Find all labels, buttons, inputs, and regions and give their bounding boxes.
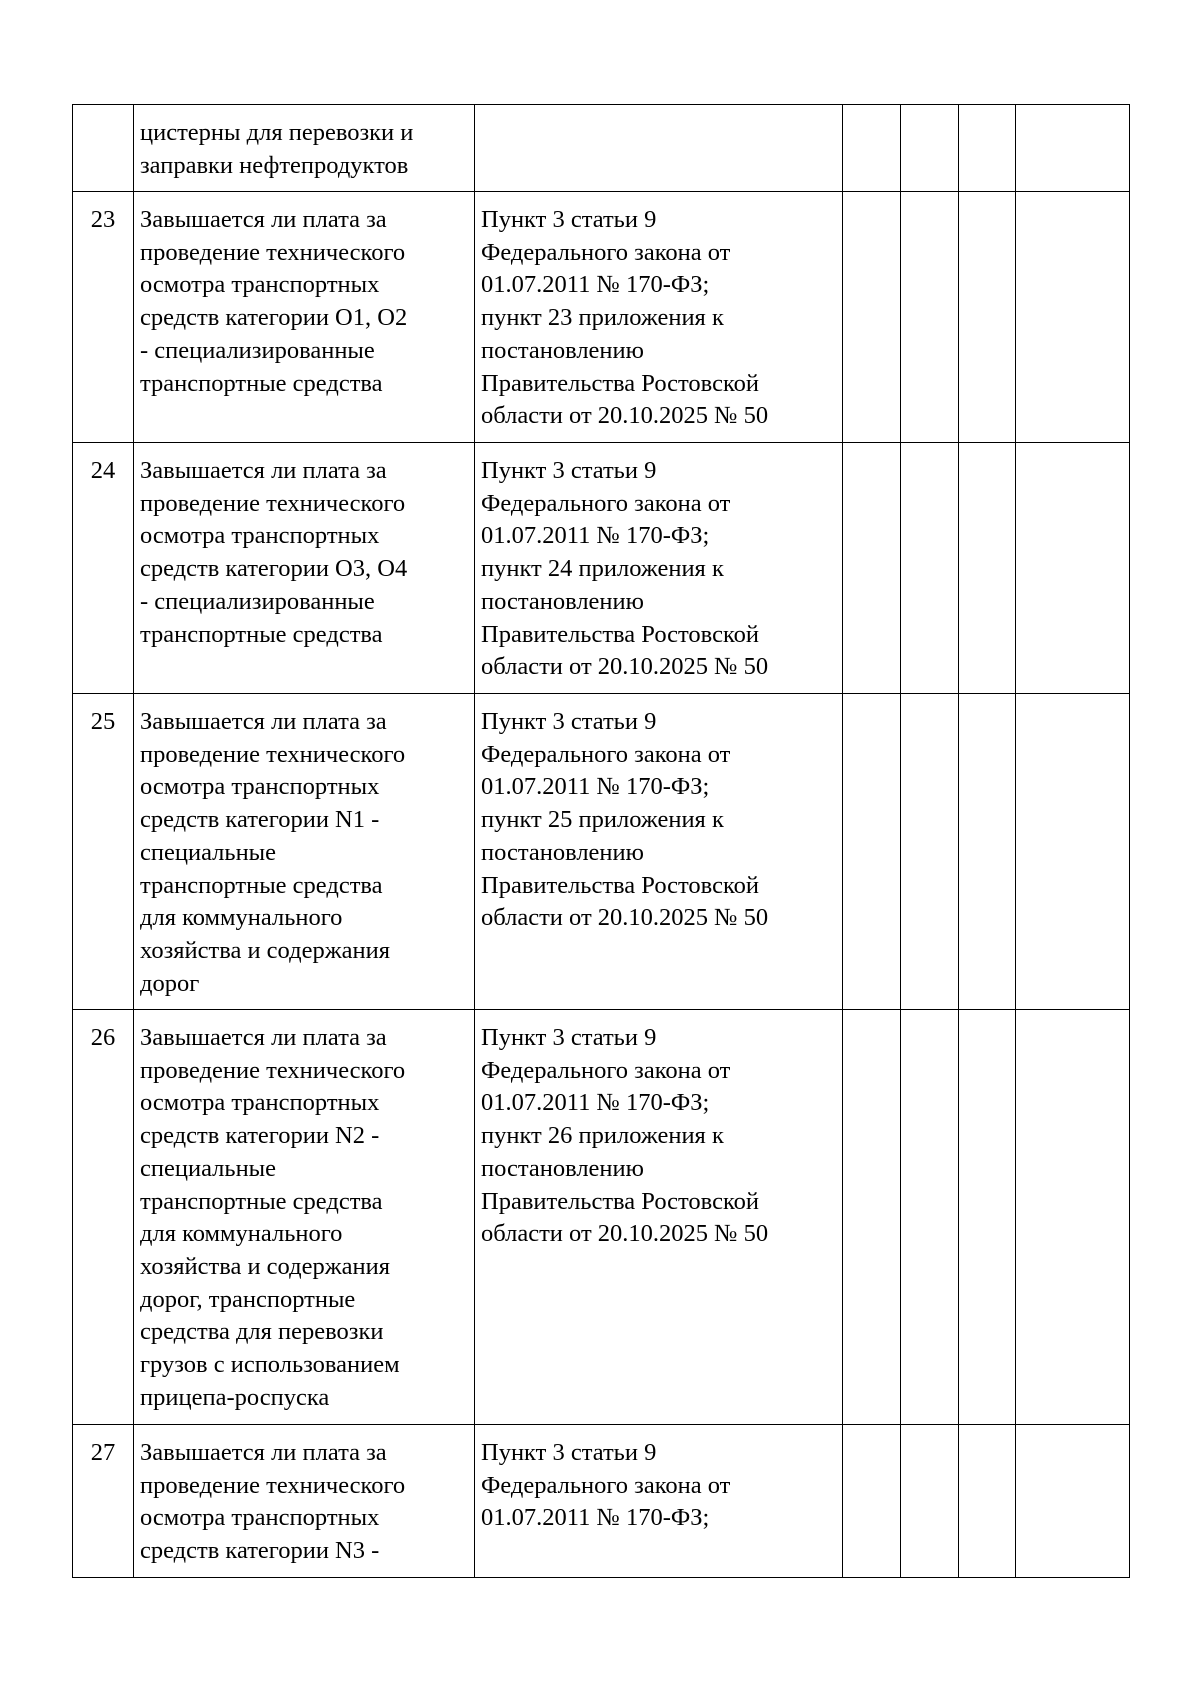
note-cell: [1016, 443, 1130, 694]
answer-yes-cell: [843, 192, 901, 443]
answer-yes-cell: [843, 1425, 901, 1578]
table-row: [73, 105, 1130, 192]
row-number: [73, 105, 134, 192]
note-cell: [1016, 694, 1130, 1010]
answer-na-cell: [959, 1010, 1016, 1425]
answer-no-cell: [901, 1425, 959, 1578]
reference-cell: [475, 105, 843, 192]
note-cell: [1016, 1010, 1130, 1425]
question-cell: Завышается ли плата за проведение технического осмотра транспортных средств категории О1, О2 - специализированные транспортные средства: [134, 192, 475, 443]
reference-cell: Пункт 3 статьи 9 Федерального закона от 01.07.2011 № 170-ФЗ; пункт 23 приложения к постановлению Правительства Ростовской области от 20.10.2025 № 50: [475, 192, 843, 443]
answer-no-cell: [901, 105, 959, 192]
checklist-table: [72, 104, 1130, 1578]
note-cell: [1016, 105, 1130, 192]
table-row: [73, 1010, 1130, 1425]
answer-na-cell: [959, 694, 1016, 1010]
table-row: [73, 694, 1130, 1010]
answer-no-cell: [901, 694, 959, 1010]
question-cell: Завышается ли плата за проведение технического осмотра транспортных средств категории N3 -: [134, 1425, 475, 1578]
note-cell: [1016, 192, 1130, 443]
reference-cell: Пункт 3 статьи 9 Федерального закона от 01.07.2011 № 170-ФЗ; пункт 25 приложения к постановлению Правительства Ростовской области от 20.10.2025 № 50: [475, 694, 843, 1010]
row-number: 26: [73, 1010, 134, 1425]
answer-yes-cell: [843, 1010, 901, 1425]
answer-no-cell: [901, 443, 959, 694]
table-row: [73, 1425, 1130, 1578]
row-number: 23: [73, 192, 134, 443]
note-cell: [1016, 1425, 1130, 1578]
answer-na-cell: [959, 192, 1016, 443]
row-number: 27: [73, 1425, 134, 1578]
reference-cell: Пункт 3 статьи 9 Федерального закона от 01.07.2011 № 170-ФЗ;: [475, 1425, 843, 1578]
table-row: [73, 443, 1130, 694]
answer-na-cell: [959, 105, 1016, 192]
question-cell: Завышается ли плата за проведение технического осмотра транспортных средств категории N1 - специальные транспортные средства для коммунального хозяйства и содержания дорог: [134, 694, 475, 1010]
answer-yes-cell: [843, 443, 901, 694]
question-cell: цистерны для перевозки и заправки нефтепродуктов: [134, 105, 475, 192]
row-number: 24: [73, 443, 134, 694]
question-cell: Завышается ли плата за проведение технического осмотра транспортных средств категории N2 - специальные транспортные средства для коммунального хозяйства и содержания дорог, транспортные средства для перевозки грузов с использованием прицепа-роспуска: [134, 1010, 475, 1425]
answer-na-cell: [959, 443, 1016, 694]
row-number: 25: [73, 694, 134, 1010]
table-row: [73, 192, 1130, 443]
answer-no-cell: [901, 1010, 959, 1425]
reference-cell: Пункт 3 статьи 9 Федерального закона от 01.07.2011 № 170-ФЗ; пункт 26 приложения к постановлению Правительства Ростовской области от 20.10.2025 № 50: [475, 1010, 843, 1425]
answer-na-cell: [959, 1425, 1016, 1578]
answer-yes-cell: [843, 694, 901, 1010]
question-cell: Завышается ли плата за проведение технического осмотра транспортных средств категории О3, О4 - специализированные транспортные средства: [134, 443, 475, 694]
answer-yes-cell: [843, 105, 901, 192]
reference-cell: Пункт 3 статьи 9 Федерального закона от 01.07.2011 № 170-ФЗ; пункт 24 приложения к постановлению Правительства Ростовской области от 20.10.2025 № 50: [475, 443, 843, 694]
answer-no-cell: [901, 192, 959, 443]
